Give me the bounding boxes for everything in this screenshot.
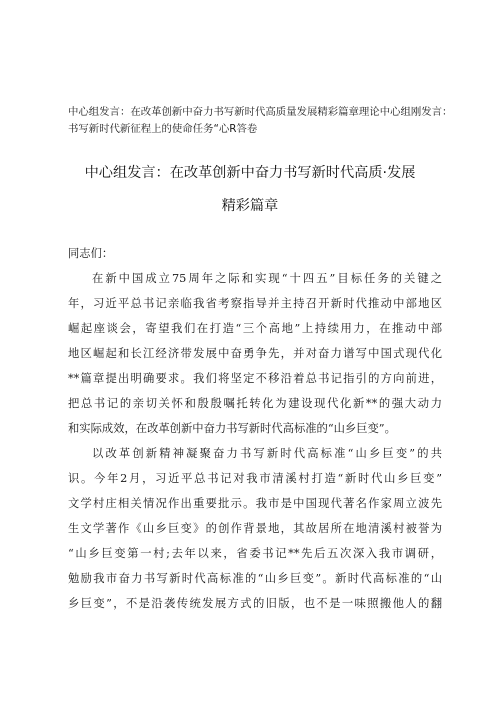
greeting: 同志们： xyxy=(68,247,114,260)
paragraph-2-line-5: “山乡巨变第一村;去年以来，省委书记**先后五次深入我市调研， xyxy=(68,547,442,560)
document-title-line-2: 精彩篇章 xyxy=(221,198,279,214)
paragraph-2-line-4: 生文学著作《山乡巨变》的创作背景地，其故居所在地清溪村被誉为 xyxy=(68,522,442,535)
paragraph-2-line-1: 以改革创新精神凝聚奋力书写新时代高标准“山乡巨变”的共 xyxy=(92,447,442,460)
paragraph-1-line-6: 把总书记的亲切关怀和殷殷嘱托转化为建设现代化新**的强大动力 xyxy=(68,397,442,410)
paragraph-1-line-2: 年，习近平总书记亲临我省考察指导并主持召开新时代推动中部地区 xyxy=(68,297,442,310)
paragraph-2-line-3: 文学村庄相关情况作出重要批示。我市是中国现代著名作家周立波先 xyxy=(68,497,442,510)
paragraph-2-line-7: 乡巨变”，不是沿袭传统发展方式的旧版，也不是一味照搬他人的翻 xyxy=(68,597,442,610)
header-line-1: 中心组发言：在改革创新中奋力书写新时代高质量发展精彩篇章理论中心组刚发言： xyxy=(68,106,453,118)
header-line-2: 书写新时代新征程上的使命任务“心R答卷 xyxy=(68,123,258,135)
paragraph-2-line-2: 识。今年2月，习近平总书记对我市清溪村打造“新时代山乡巨变” xyxy=(68,472,442,485)
paragraph-2-line-6: 勉励我市奋力书写新时代高标准的“山乡巨变”。新时代高标准的“山 xyxy=(68,572,442,585)
paragraph-1-line-3: 崛起座谈会，寄望我们在打造“三个高地”上持续用力，在推动中部 xyxy=(68,322,442,335)
paragraph-1-line-7: 和实际成效，在改革创新中奋力书写新时代高标准的“山乡巨变”。 xyxy=(68,422,396,435)
paragraph-1-line-1: 在新中国成立75周年之际和实现“十四五”目标任务的关键之 xyxy=(92,272,442,285)
paragraph-1-line-5: **篇章提出明确要求。我们将坚定不移沿着总书记指引的方向前进， xyxy=(68,372,442,385)
document-title-line-1: 中心组发言：在改革创新中奋力书写新时代高质·发展 xyxy=(84,165,416,181)
paragraph-1-line-4: 地区崛起和长江经济带发展中奋勇争先，并对奋力谱写中国式现代化 xyxy=(68,347,442,360)
